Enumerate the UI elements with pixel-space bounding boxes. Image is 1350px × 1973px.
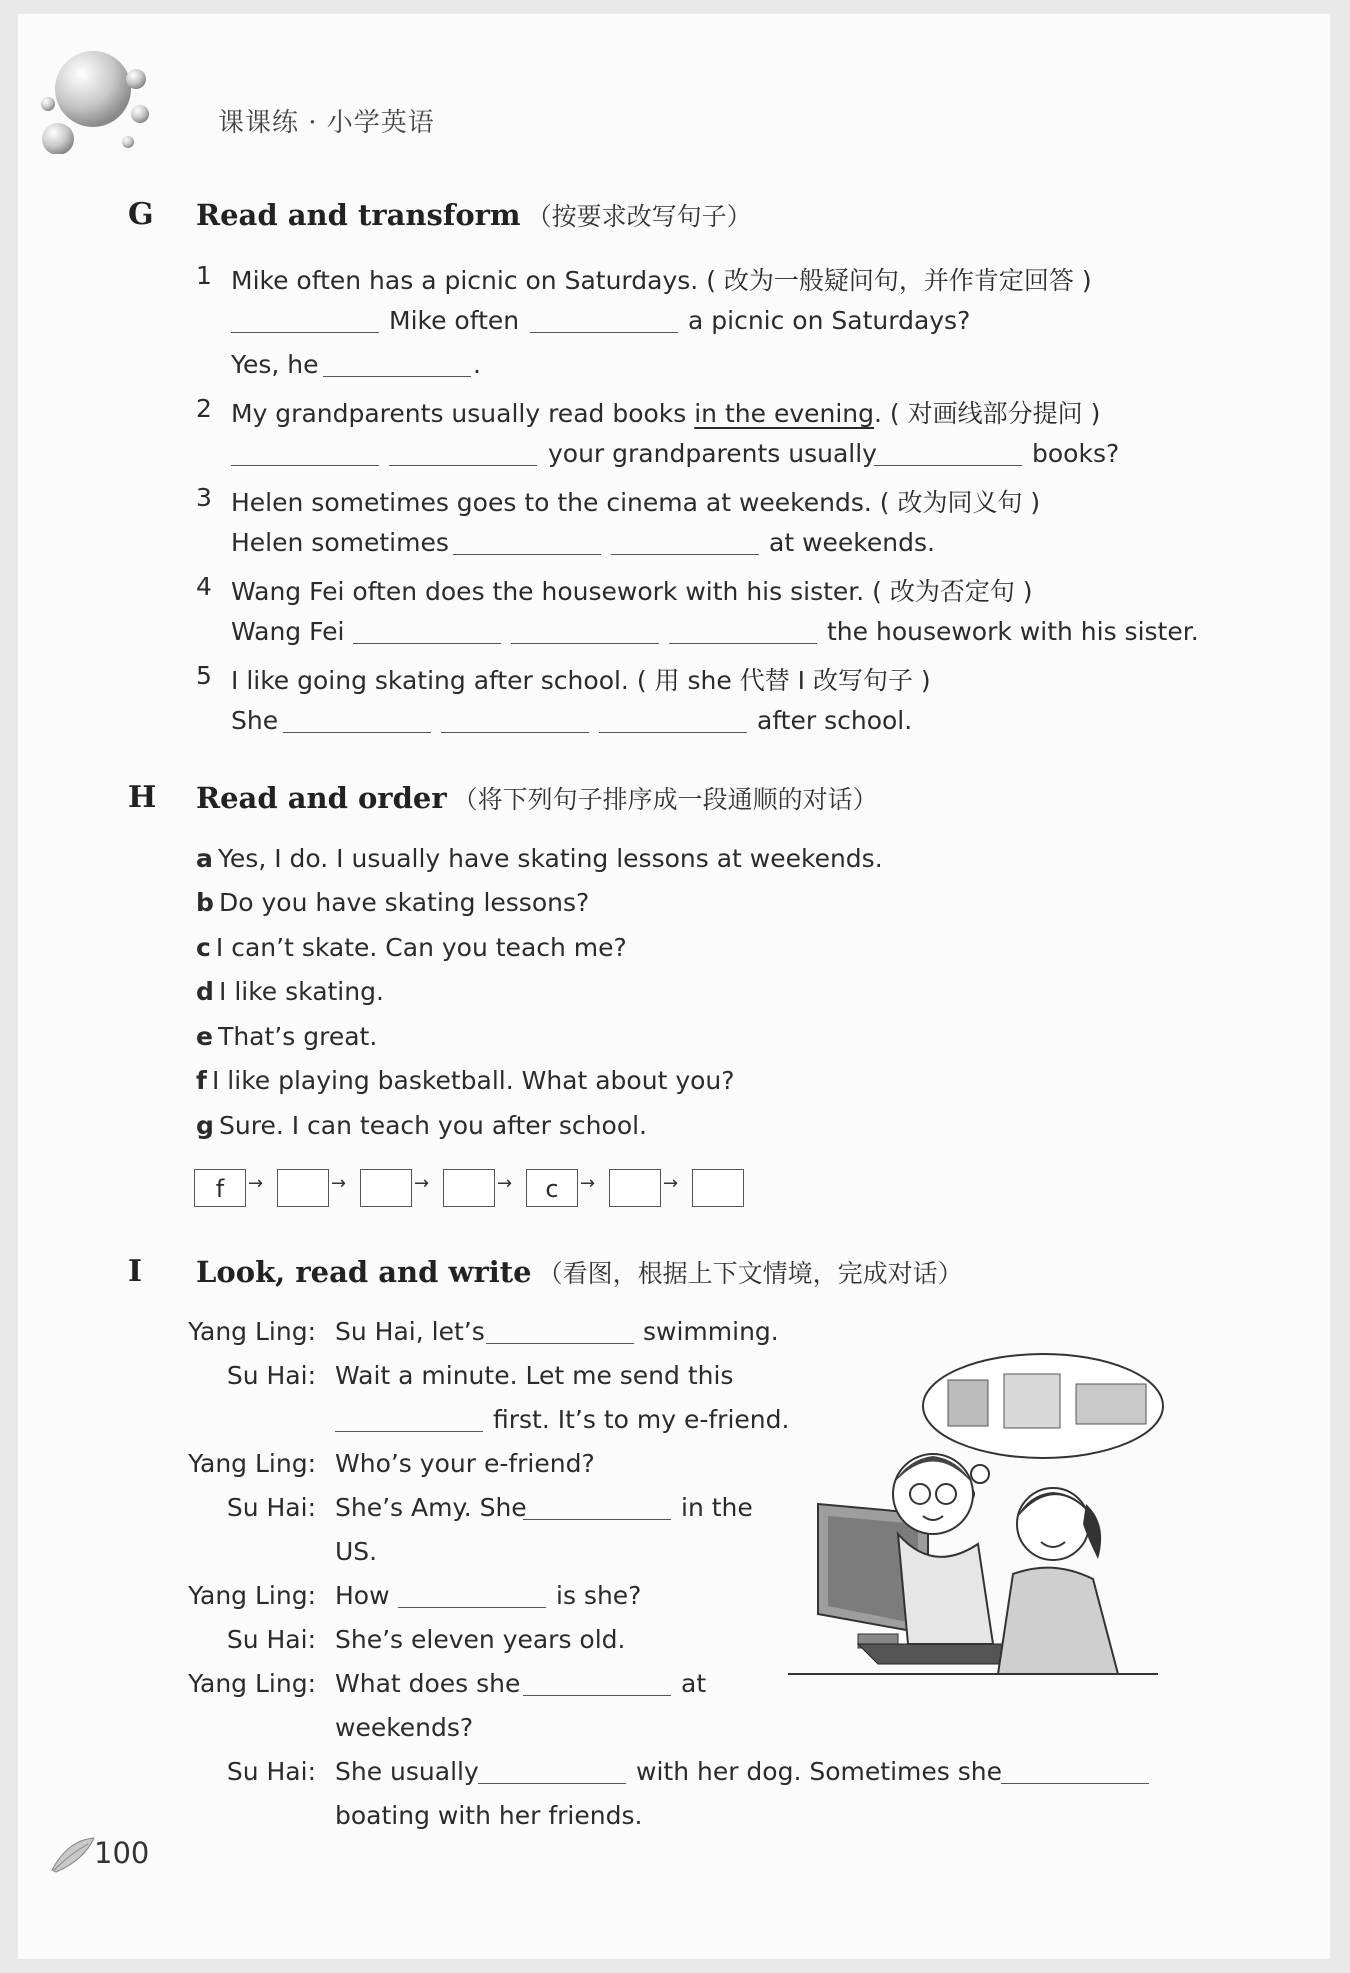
i-blank-1[interactable] [486, 1343, 634, 1344]
dialogue-text: in the [681, 1493, 753, 1522]
dialogue-text: weekends? [335, 1713, 474, 1742]
g5-sentence-text: I like going skating after school. [231, 666, 629, 695]
g4-line2-a: Wang Fei [231, 617, 345, 646]
g1-blank-3[interactable] [323, 376, 471, 377]
g5-line2-b: after school. [757, 706, 913, 735]
h-item-text: Do you have skating lessons? [219, 888, 590, 917]
arrow-icon: → [414, 1173, 430, 1194]
g2-blank-1[interactable] [231, 465, 379, 466]
g3-sentence [231, 483, 1040, 519]
bubbles-decoration [28, 34, 158, 154]
h-item-text: Yes, I do. I usually have skating lessons at weekends. [217, 844, 883, 873]
g4-line2-b: the housework with his sister. [827, 617, 1199, 646]
g5-blank-1[interactable] [283, 732, 431, 733]
h-item-f [196, 1066, 735, 1095]
section-g-title-cn: （按要求改写句子） [526, 202, 752, 231]
dialogue-text: She usually [335, 1757, 479, 1786]
arrow-icon: → [331, 1173, 347, 1194]
g5-instruction: ( 用 she 代替 I 改写句子 ) [636, 666, 931, 695]
order-box-4[interactable] [443, 1169, 495, 1207]
h-item-text: Sure. I can teach you after school. [219, 1111, 648, 1140]
section-h-title-cn: （将下列句子排序成一段通顺的对话） [452, 785, 878, 814]
i-blank-7[interactable] [1001, 1783, 1149, 1784]
section-i-title-cn: （看图，根据上下文情境，完成对话） [537, 1259, 963, 1288]
g2-sentence-text: My grandparents usually read books [231, 399, 695, 428]
order-box-5[interactable]: c [526, 1169, 578, 1207]
g3-line2-a: Helen sometimes [231, 528, 449, 557]
g4-number: 4 [196, 572, 212, 601]
g4-sentence [231, 572, 1033, 608]
h-item-letter: f [196, 1066, 207, 1095]
dialogue-text: at [681, 1669, 707, 1698]
dialogue-text: What does she [335, 1669, 521, 1698]
h-item-text: That’s great. [218, 1022, 378, 1051]
section-i-title [196, 1254, 963, 1290]
speaker-label: Su Hai: [226, 1361, 316, 1390]
speaker-label: Yang Ling: [188, 1669, 316, 1698]
arrow-icon: → [580, 1173, 596, 1194]
dialogue-text: How [335, 1581, 390, 1610]
i-blank-2[interactable] [335, 1431, 483, 1432]
speaker-label: Su Hai: [226, 1493, 316, 1522]
g1-line3-b: . [473, 350, 481, 379]
i-blank-3[interactable] [523, 1519, 671, 1520]
dialogue-text: first. It’s to my e-friend. [493, 1405, 790, 1434]
order-box-3[interactable] [360, 1169, 412, 1207]
g4-sentence-text: Wang Fei often does the housework with his sister. [231, 577, 865, 606]
section-h-title [196, 780, 878, 816]
i-blank-6[interactable] [478, 1783, 626, 1784]
g5-number: 5 [196, 661, 212, 690]
speaker-label: Yang Ling: [188, 1581, 316, 1610]
dialogue-text: Su Hai, let’s [335, 1317, 485, 1346]
i-blank-5[interactable] [523, 1695, 671, 1696]
speaker-label: Su Hai: [226, 1625, 316, 1654]
h-item-d [196, 977, 384, 1006]
dialogue-text: is she? [556, 1581, 642, 1610]
g5-sentence [231, 661, 931, 697]
section-i-title-en: Look, read and write [196, 1255, 532, 1289]
g2-blank-2[interactable] [389, 465, 537, 466]
g3-blank-1[interactable] [453, 554, 601, 555]
girls-computer-illustration [758, 1344, 1178, 1684]
g3-line2-b: at weekends. [769, 528, 935, 557]
g1-sentence [231, 261, 1092, 297]
h-item-letter: b [196, 888, 214, 917]
g1-sentence-text: Mike often has a picnic on Saturdays. [231, 266, 699, 295]
arrow-icon: → [248, 1173, 264, 1194]
section-g-title [196, 197, 752, 233]
h-item-text: I can’t skate. Can you teach me? [215, 933, 627, 962]
speaker-label: Yang Ling: [188, 1317, 316, 1346]
workbook-page [18, 14, 1330, 1959]
g2-underlined-phrase: in the evening [694, 399, 875, 428]
g2-number: 2 [196, 394, 212, 423]
order-box-2[interactable] [277, 1169, 329, 1207]
g3-instruction: ( 改为同义句 ) [879, 488, 1041, 517]
h-item-letter: g [196, 1111, 214, 1140]
g1-line3-a: Yes, he [231, 350, 319, 379]
h-item-g [196, 1111, 647, 1140]
g2-sentence-end: . [874, 399, 882, 428]
g5-blank-3[interactable] [599, 732, 747, 733]
g1-blank-1[interactable] [231, 332, 379, 333]
dialogue-text: Wait a minute. Let me send this [335, 1361, 734, 1390]
h-item-c [196, 933, 627, 962]
g1-number: 1 [196, 261, 212, 290]
g2-line2-b: books? [1032, 439, 1120, 468]
h-item-text: I like playing basketball. What about you? [211, 1066, 735, 1095]
arrow-icon: → [663, 1173, 679, 1194]
g3-number: 3 [196, 483, 212, 512]
speaker-label: Yang Ling: [188, 1449, 316, 1478]
g2-blank-3[interactable] [874, 465, 1022, 466]
h-item-letter: a [196, 844, 213, 873]
g2-instruction: ( 对画线部分提问 ) [889, 399, 1101, 428]
g5-line2-a: She [231, 706, 279, 735]
h-item-letter: c [196, 933, 211, 962]
section-h-letter: H [128, 780, 157, 815]
g2-sentence [231, 394, 1100, 430]
dialogue-text: US. [335, 1537, 378, 1566]
header-title: 课课练 · 小学英语 [218, 108, 435, 138]
section-g-letter: G [128, 197, 154, 232]
g1-line2-b: a picnic on Saturdays? [688, 306, 971, 335]
h-item-b [196, 888, 589, 917]
arrow-icon: → [497, 1173, 513, 1194]
dialogue-text: She’s eleven years old. [335, 1625, 626, 1654]
g3-sentence-text: Helen sometimes goes to the cinema at weekends. [231, 488, 872, 517]
g1-blank-2[interactable] [530, 332, 678, 333]
h-item-a [196, 844, 883, 873]
dialogue-text: swimming. [643, 1317, 779, 1346]
g4-blank-3[interactable] [669, 643, 817, 644]
order-box-6[interactable] [609, 1169, 661, 1207]
speaker-label: Su Hai: [226, 1757, 316, 1786]
h-item-letter: e [196, 1022, 213, 1051]
g4-instruction: ( 改为否定句 ) [872, 577, 1033, 606]
h-item-letter: d [196, 977, 214, 1006]
g1-instruction: ( 改为一般疑问句，并作肯定回答 ) [706, 266, 1092, 295]
g2-line2-a: your grandparents usually [548, 439, 877, 468]
g4-blank-2[interactable] [511, 643, 659, 644]
g4-blank-1[interactable] [353, 643, 501, 644]
h-item-text: I like skating. [219, 977, 384, 1006]
section-h-title-en: Read and order [196, 781, 447, 815]
i-blank-4[interactable] [398, 1607, 546, 1608]
dialogue-text: with her dog. Sometimes she [636, 1757, 1002, 1786]
dialogue-text: Who’s your e-friend? [335, 1449, 595, 1478]
g5-blank-2[interactable] [441, 732, 589, 733]
order-box-1[interactable]: f [194, 1169, 246, 1207]
dialogue-text: She’s Amy. She [335, 1493, 527, 1522]
g1-line2-a: Mike often [389, 306, 520, 335]
dialogue-text: boating with her friends. [335, 1801, 643, 1830]
h-item-e [196, 1022, 377, 1051]
g3-blank-2[interactable] [611, 554, 759, 555]
leaf-icon [48, 1836, 96, 1876]
section-i-letter: I [128, 1254, 143, 1289]
page-number: 100 [94, 1836, 150, 1870]
section-g-title-en: Read and transform [196, 198, 521, 232]
order-box-7[interactable] [692, 1169, 744, 1207]
